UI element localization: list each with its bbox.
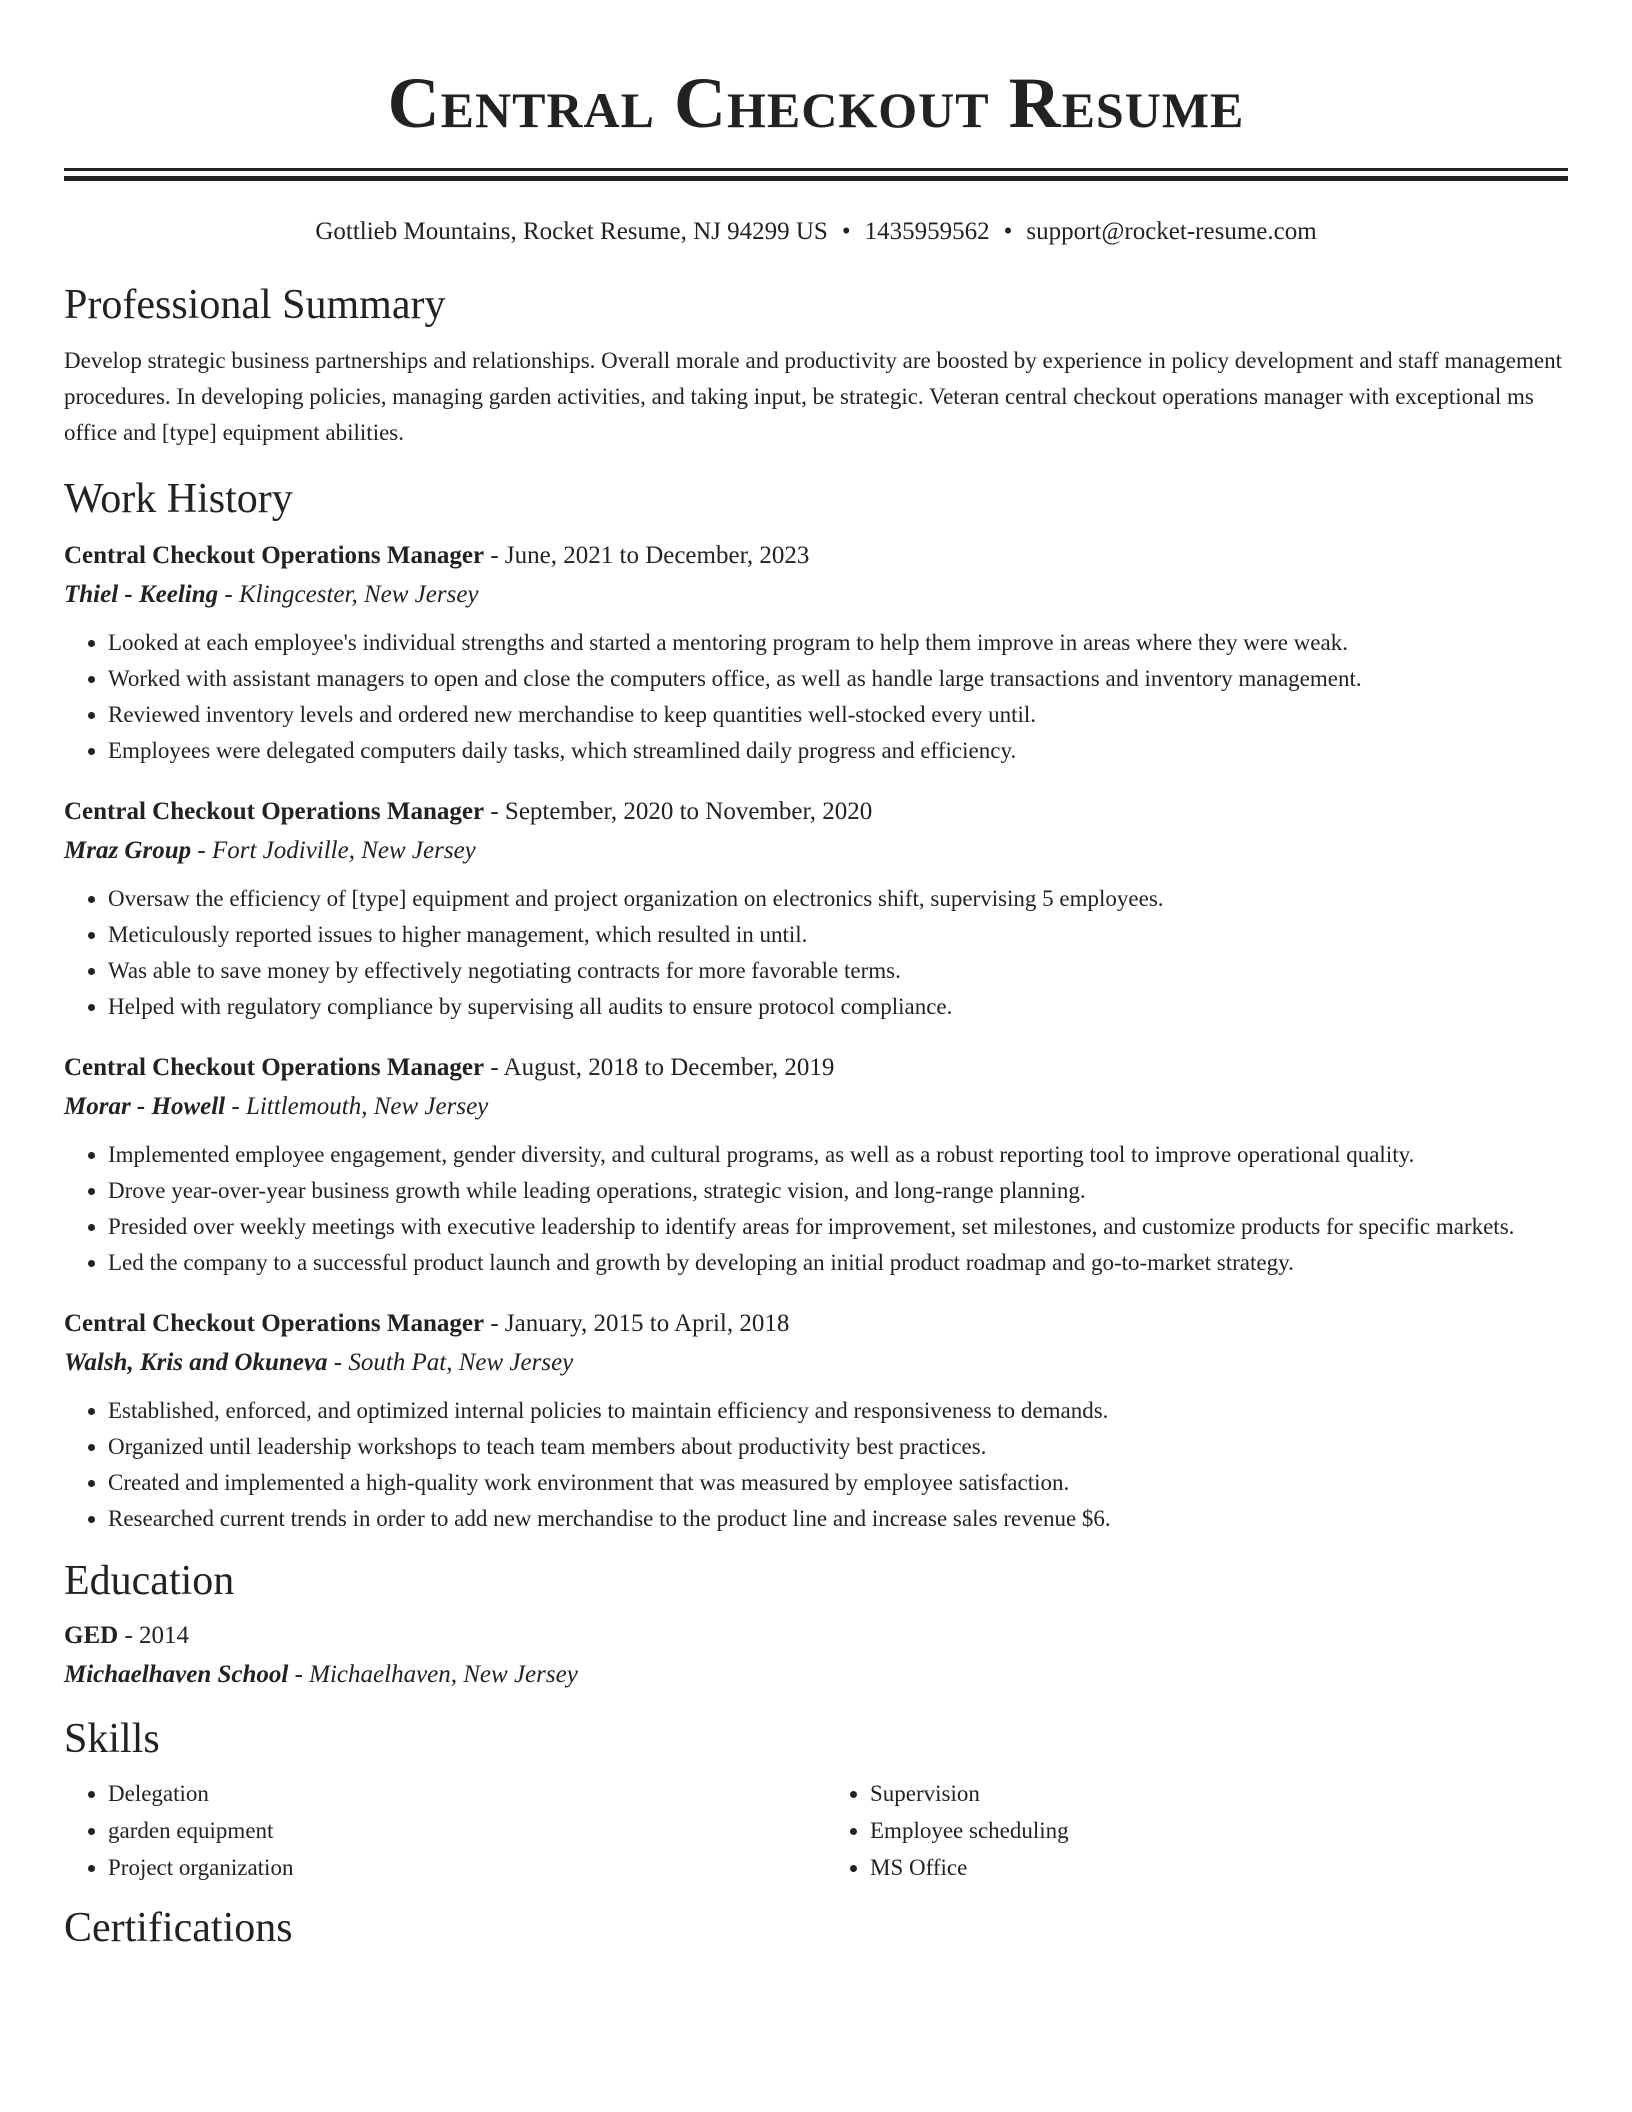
company-location: - Fort Jodiville, New Jersey xyxy=(191,837,476,864)
list-item: • Worked with assistant managers to open and close the computers office, as well as handle large transactions and inventory management. xyxy=(108,661,1568,697)
job-title-line xyxy=(64,1049,1568,1087)
job-entry xyxy=(64,793,1568,1025)
degree-year: - 2014 xyxy=(118,1622,190,1649)
contact-phone: 1435959562 xyxy=(864,218,990,245)
job-dates: - September, 2020 to November, 2020 xyxy=(484,798,873,825)
title-divider-thick xyxy=(64,176,1568,181)
resume-page xyxy=(64,0,1568,1956)
list-item: • Was able to save money by effectively negotiating contracts for more favorable terms. xyxy=(108,953,1568,989)
list-item: • Established, enforced, and optimized internal policies to maintain efficiency and responsiveness to demands. xyxy=(108,1393,1568,1429)
contact-address: Gottlieb Mountains, Rocket Resume, NJ 94299 US xyxy=(315,218,828,245)
job-entry xyxy=(64,1049,1568,1281)
contact-email: support@rocket-resume.com xyxy=(1026,218,1317,245)
job-dates: - June, 2021 to December, 2023 xyxy=(484,542,810,569)
list-item: • Created and implemented a high-quality work environment that was measured by employee satisfaction. xyxy=(108,1465,1568,1501)
certifications-heading: Certifications xyxy=(64,1905,293,1951)
job-bullets xyxy=(64,1137,1568,1281)
list-item: • Led the company to a successful product launch and growth by developing an initial product roadmap and go-to-market strategy. xyxy=(108,1245,1568,1281)
work-history-heading: Work History xyxy=(64,476,293,522)
resume-title: Central Checkout Resume xyxy=(387,63,1245,143)
skills-column-right xyxy=(826,1775,1568,1886)
list-item: • Organized until leadership workshops to teach team members about productivity best practices. xyxy=(108,1429,1568,1465)
company-name: Morar - Howell xyxy=(64,1093,226,1120)
job-title-line xyxy=(64,793,1568,831)
contact-separator: • xyxy=(841,218,851,245)
company-name: Thiel - Keeling xyxy=(64,581,219,608)
list-item: • Delegation xyxy=(108,1775,806,1812)
job-bullets xyxy=(64,1393,1568,1537)
company-location: - Littlemouth, New Jersey xyxy=(225,1093,489,1120)
summary-heading: Professional Summary xyxy=(64,282,446,328)
degree: GED xyxy=(64,1622,119,1649)
list-item: • Employee scheduling xyxy=(870,1812,1568,1849)
list-item: • Looked at each employee's individual strengths and started a mentoring program to help them improve in areas where they were weak. xyxy=(108,625,1568,661)
company-line xyxy=(64,831,1568,871)
degree-line xyxy=(64,1617,1568,1655)
company-line xyxy=(64,1087,1568,1127)
job-title: Central Checkout Operations Manager xyxy=(64,798,485,825)
list-item: • Project organization xyxy=(108,1849,806,1886)
list-item: • Researched current trends in order to add new merchandise to the product line and increase sales revenue $6. xyxy=(108,1501,1568,1537)
job-title: Central Checkout Operations Manager xyxy=(64,542,485,569)
school-name: Michaelhaven School xyxy=(64,1661,289,1688)
contact-line xyxy=(64,215,1568,249)
job-dates: - January, 2015 to April, 2018 xyxy=(484,1310,790,1337)
skills-column-left xyxy=(64,1775,806,1886)
company-location: - Klingcester, New Jersey xyxy=(218,581,479,608)
company-line xyxy=(64,1343,1568,1383)
school-line xyxy=(64,1655,1568,1695)
list-item: • Implemented employee engagement, gender diversity, and cultural programs, as well as a robust reporting tool to improve operational quality. xyxy=(108,1137,1568,1173)
title-divider-thin xyxy=(64,168,1568,171)
job-bullets xyxy=(64,881,1568,1025)
list-item: • Supervision xyxy=(870,1775,1568,1812)
job-title: Central Checkout Operations Manager xyxy=(64,1310,485,1337)
list-item: • Employees were delegated computers daily tasks, which streamlined daily progress and efficiency. xyxy=(108,733,1568,769)
education-heading: Education xyxy=(64,1558,235,1604)
company-name: Walsh, Kris and Okuneva xyxy=(64,1349,328,1376)
company-name: Mraz Group xyxy=(64,837,192,864)
job-entry xyxy=(64,537,1568,769)
job-bullets xyxy=(64,625,1568,769)
list-item: • Reviewed inventory levels and ordered new merchandise to keep quantities well-stocked every until. xyxy=(108,697,1568,733)
list-item: • Presided over weekly meetings with executive leadership to identify areas for improvement, set milestones, and customize products for specific markets. xyxy=(108,1209,1568,1245)
job-entry xyxy=(64,1305,1568,1537)
list-item: • MS Office xyxy=(870,1849,1568,1886)
education-entry xyxy=(64,1617,1568,1695)
list-item: • Drove year-over-year business growth while leading operations, strategic vision, and long-range planning. xyxy=(108,1173,1568,1209)
job-title-line xyxy=(64,537,1568,575)
summary-text: Develop strategic business partnerships and relationships. Overall morale and productivity are boosted by experience in policy development and staff management procedures. In developing policies, managing garden activities, and taking input, be strategic. Veteran central checkout operations manager with exceptional ms office and [type] equipment abilities. xyxy=(64,348,1562,445)
contact-separator: • xyxy=(1003,218,1013,245)
list-item: • Helped with regulatory compliance by supervising all audits to ensure protocol compliance. xyxy=(108,989,1568,1025)
company-location: - South Pat, New Jersey xyxy=(327,1349,574,1376)
skills-list xyxy=(64,1775,1568,1886)
school-location: - Michaelhaven, New Jersey xyxy=(288,1661,578,1688)
company-line xyxy=(64,575,1568,615)
job-dates: - August, 2018 to December, 2019 xyxy=(484,1054,835,1081)
job-title: Central Checkout Operations Manager xyxy=(64,1054,485,1081)
skills-heading: Skills xyxy=(64,1716,160,1762)
list-item: • Meticulously reported issues to higher management, which resulted in until. xyxy=(108,917,1568,953)
list-item: • garden equipment xyxy=(108,1812,806,1849)
list-item: • Oversaw the efficiency of [type] equipment and project organization on electronics shift, supervising 5 employees. xyxy=(108,881,1568,917)
job-title-line xyxy=(64,1305,1568,1343)
